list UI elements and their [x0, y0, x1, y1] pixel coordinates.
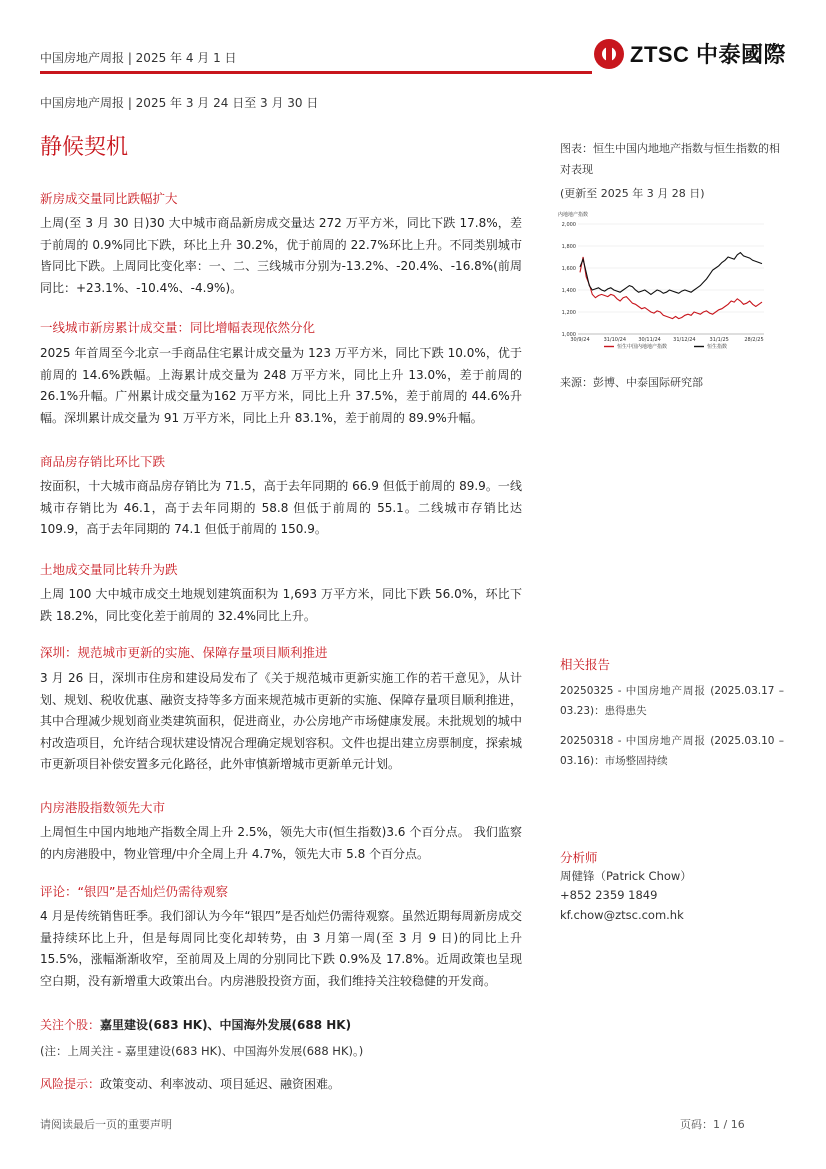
header-period: 中国房地产周报 | 2025 年 3 月 24 日至 3 月 30 日 — [40, 96, 319, 110]
chart-caption: 图表：恒生中国内地地产指数与恒生指数的相对表现 — [560, 142, 780, 176]
page-title: 静候契机 — [40, 135, 129, 160]
section-body-tier1: 2025 年首周至今北京一手商品住宅累计成交量为 123 万平方米，同比下跌 10.0%，优于前周的 14.6%跌幅。上海累计成交量为 248 万平方米，同比上升 13.0%，差于前周的 26.1%升幅。广州累计成交量为162 万平方米，同比上升 37.5%，差于前周的 44.6%升幅。深圳累计成交量为 91 万平方米，同比上升 83.1%，差于前周的 89.9%升幅。 — [40, 346, 522, 425]
section-heading-tier1: 一线城市新房累计成交量：同比增幅表现依然分化 — [40, 320, 316, 335]
chart-xtick-label: 28/2/25 — [744, 337, 764, 343]
risk-label: 风险提示： — [40, 1077, 101, 1091]
chart-ylabel: 内地地产指数 — [558, 212, 589, 218]
footer-page-number: 页码：1 / 16 — [680, 1118, 745, 1131]
analyst-name: 周健锋（Patrick Chow） — [560, 869, 692, 883]
chart-series-line-hang-seng-index — [580, 253, 762, 295]
chart-xtick-label: 31/12/24 — [673, 337, 696, 343]
chart-ytick-label: 1,600 — [561, 266, 576, 272]
chart-xtick-label: 30/9/24 — [570, 337, 590, 343]
focus-label: 关注个股： — [40, 1018, 101, 1032]
section-body-comment: 4 月是传统销售旺季。我们卻认为今年“银四”是否灿烂仍需待观察。虽然近期每周新房成交量持续环比上升，但是每周同比变化却转势，由 3 月第一周(至 3 月 9 日)的同比上升 15.5%，涨幅渐渐收窄，至前周及上周的分别同比下跌 0.9%及 17.8%。近周政策也呈现空白期，没有新增重大政策出台。内房港股投资方面，我们维持关注较稳健的开发商。 — [40, 909, 522, 988]
related-reports-heading: 相关报告 — [560, 657, 611, 672]
company-logo — [594, 38, 786, 69]
footer-disclaimer: 请阅读最后一页的重要声明 — [40, 1118, 172, 1131]
chart-ytick-label: 1,000 — [561, 332, 576, 338]
chart-update-date: (更新至 2025 年 3 月 28 日) — [560, 187, 705, 200]
section-body-index: 上周恒生中国内地地产指数全周上升 2.5%，领先大市(恒生指数)3.6 个百分点。 我们监察的内房港股中，物业管理/中介全周上升 4.7%，领先大市 5.8 个百分点。 — [40, 825, 522, 861]
chart-series-line-property-index — [580, 257, 762, 319]
index-performance-chart — [556, 206, 772, 362]
section-heading-comment: 评论：“银四”是否灿烂仍需待观察 — [40, 884, 228, 899]
header-report-date: 中国房地产周报 | 2025 年 4 月 1 日 — [40, 51, 237, 65]
analyst-heading: 分析师 — [560, 850, 598, 865]
ztsc-logo-icon — [594, 39, 624, 69]
analyst-email[interactable]: kf.chow@ztsc.com.hk — [560, 908, 684, 922]
related-report-2[interactable] — [560, 731, 784, 771]
analyst-phone: +852 2359 1849 — [560, 888, 658, 902]
section-body-land: 上周 100 大中城市成交土地规划建筑面积为 1,693 万平方米，同比下跌 56.0%，环比下跌 18.2%，同比变化差于前周的 32.4%同比上升。 — [40, 587, 522, 623]
chart-xtick-label: 31/1/25 — [709, 337, 729, 343]
chart-ytick-label: 2,000 — [561, 222, 576, 228]
section-heading-shenzhen: 深圳：规范城市更新的实施、保障存量项目顺利推进 — [40, 645, 328, 660]
chart-xtick-label: 31/10/24 — [603, 337, 627, 343]
section-body-shenzhen: 3 月 26 日，深圳市住房和建设局发布了《关于规范城市更新实施工作的若干意见》，从计划、规划、税收优惠、融资支持等多方面来规范城市更新的实施、保障存量项目顺利推进，其中合理减少规划商业类建筑面积，促进商业，办公房地产市场健康发展。未批规划的城中村改造项目，允许结合现状建设情况合理确定规划容积。文件也提出建立房票制度，探索城市更新项目补偿安置多元化路径，此外审慎新增城市更新单元计划。 — [40, 671, 522, 771]
logo-text: ZTSC 中泰國際 — [630, 42, 787, 67]
section-body-new-home: 上周(至 3 月 30 日)30 大中城市商品新房成交量达 272 万平方米，同比下跌 17.8%，差于前周的 0.9%同比下跌，环比上升 30.2%，优于前周的 22.7%环比上升。不同类别城市皆同比下跌。上周同比变化率：一、二、三线城市分别为-13.2%、-20.4%、-16.8%(前周同比：+23.1%、-10.4%、-4.9%)。 — [40, 216, 522, 295]
chart-xtick-label: 30/11/24 — [638, 337, 661, 343]
section-heading-inventory: 商品房存销比环比下跌 — [40, 454, 166, 469]
chart-legend-label: 恒生指数 — [707, 344, 728, 350]
section-heading-new-home: 新房成交量同比跌幅扩大 — [40, 191, 178, 206]
related-report-1[interactable] — [560, 681, 784, 721]
chart-legend-label: 恒生中国内地地产指数 — [617, 344, 668, 350]
related-report-1-line2: 03.23)：患得患失 — [560, 705, 647, 717]
chart-ytick-label: 1,800 — [561, 244, 576, 250]
focus-stock-list: 嘉里建设(683 HK)、中国海外发展(688 HK) — [100, 1018, 352, 1032]
focus-note: (注：上周关注 - 嘉里建设(683 HK)、中国海外发展(688 HK)。) — [40, 1044, 364, 1058]
chart-svg — [556, 206, 772, 362]
related-report-2-line1: 20250318 - 中国房地产周报 (2025.03.10 – — [560, 735, 784, 747]
section-heading-index: 内房港股指数领先大市 — [40, 800, 166, 815]
chart-ytick-label: 1,200 — [561, 310, 576, 316]
related-report-2-line2: 03.16)：市场整固持续 — [560, 755, 668, 767]
header-divider — [40, 71, 592, 74]
risk-text: 政策变动、利率波动、项目延迟、融资困难。 — [100, 1077, 341, 1091]
risk-warning — [40, 1075, 340, 1092]
related-report-1-line1: 20250325 - 中国房地产周报 (2025.03.17 – — [560, 685, 784, 697]
section-heading-land: 土地成交量同比转升为跌 — [40, 562, 178, 577]
chart-ytick-label: 1,400 — [561, 288, 576, 294]
chart-source: 来源：彭博、中泰国际研究部 — [560, 376, 703, 389]
section-body-inventory: 按面积，十大城市商品房存销比为 71.5，高于去年同期的 66.9 但低于前周的 89.9。一线城市存销比为 46.1，高于去年同期的 58.8 但低于前周的 55.1。二线城市存销比达 109.9，高于去年同期的 74.1 但低于前周的 150.9。 — [40, 479, 522, 536]
focus-stocks — [40, 1016, 351, 1033]
